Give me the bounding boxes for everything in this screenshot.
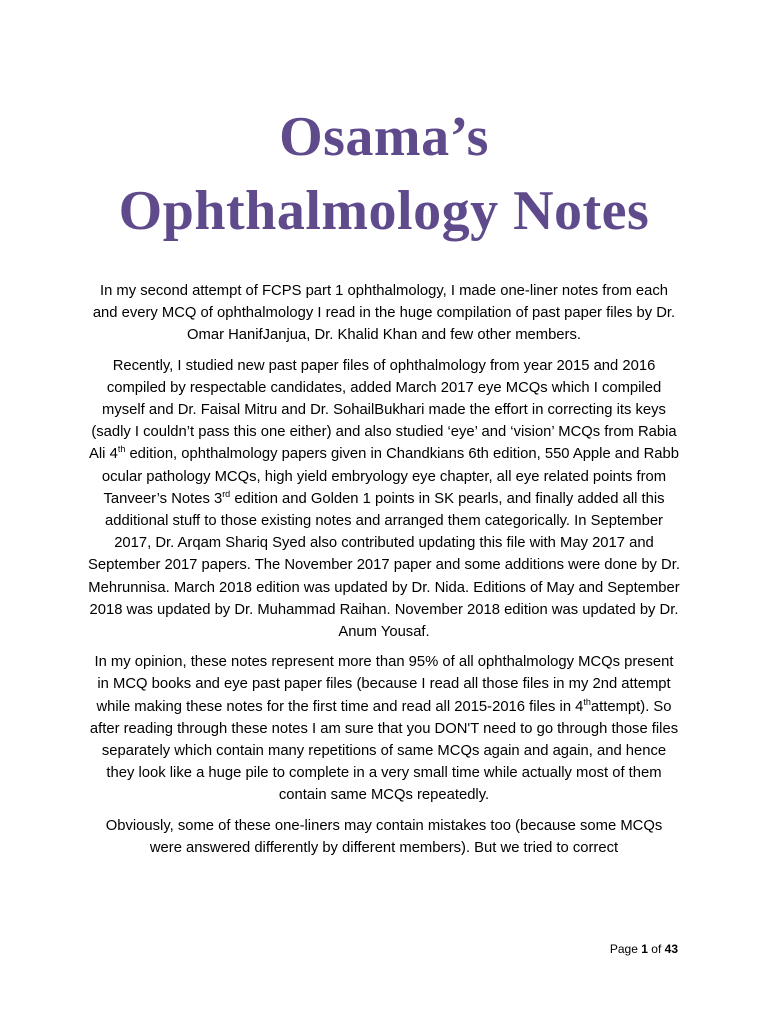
paragraph-opinion-part-1: In my opinion, these notes represent more than 95% of all ophthalmology MCQs present in MCQ books and eye past paper files (because I read all those files in my 2nd attempt while making these notes for the first time and read all 2015-2016 files in 4 xyxy=(94,654,674,715)
footer-of-word: of xyxy=(651,942,662,956)
paragraph-disclaimer: Obviously, some of these one-liners may contain mistakes too (because some MCQs were answered differently by different members). But we tried to correct xyxy=(105,817,663,856)
body-text xyxy=(88,280,680,867)
footer-page-word: Page xyxy=(609,942,638,956)
superscript-th-2: th xyxy=(583,696,591,707)
paragraph-history-part-2: edition, ophthalmology papers given in Chandkians 6th edition, 550 Apple and Rabb ocular pathology MCQs, high yield embryology eye chapter, all eye related points from Tanveer’s Notes 3 xyxy=(101,446,679,507)
title-line-2: Ophthalmology Notes xyxy=(118,180,650,242)
paragraph-opinion-part-2: attempt). So after reading through these notes I am sure that you DON'T need to go through those files separately which contain many repetitions of same MCQs again and again, and hence they look like a huge pile to complete in a very small time while actually most of them contain same MCQs repeatedly. xyxy=(89,698,679,804)
document-title xyxy=(0,100,768,248)
footer-page-number: 1 xyxy=(641,942,648,956)
paragraph-opinion xyxy=(88,651,680,806)
paragraph-history xyxy=(88,355,680,644)
paragraph-history-part-3: edition and Golden 1 points in SK pearls, and finally added all this additional stuff to those existing notes and arranged them categorically. In September 2017, Dr. Arqam Shariq Syed also contributed updating this file with May 2017 and September 2017 papers. The November 2017 paper and some additions were done by Dr. Mehrunnisa. March 2018 edition was updated by Dr. Nida. Editions of May and September 2018 was updated by Dr. Muhammad Raihan. November 2018 edition was updated by Dr. Anum Yousaf. xyxy=(88,490,680,641)
superscript-rd: rd xyxy=(222,488,231,499)
paragraph-intro: In my second attempt of FCPS part 1 ophthalmology, I made one-liner notes from each and every MCQ of ophthalmology I read in the huge compilation of past paper files by Dr. Omar HanifJanjua, Dr. Khalid Khan and few other members. xyxy=(92,283,676,344)
title-line-1: Osama’s xyxy=(279,106,489,168)
paragraph-history-part-1: Recently, I studied new past paper files of ophthalmology from year 2015 and 2016 compiled by respectable candidates, added March 2017 eye MCQs which I compiled myself and Dr. Faisal Mitru and Dr. SohailBukhari made the effort in correcting its keys (sadly I couldn’t pass this one either) and also studied ‘eye’ and ‘vision’ MCQs from Rabia Ali 4 xyxy=(89,357,677,463)
superscript-th: th xyxy=(117,444,126,455)
page-footer xyxy=(610,942,678,956)
footer-total-pages: 43 xyxy=(664,942,678,956)
